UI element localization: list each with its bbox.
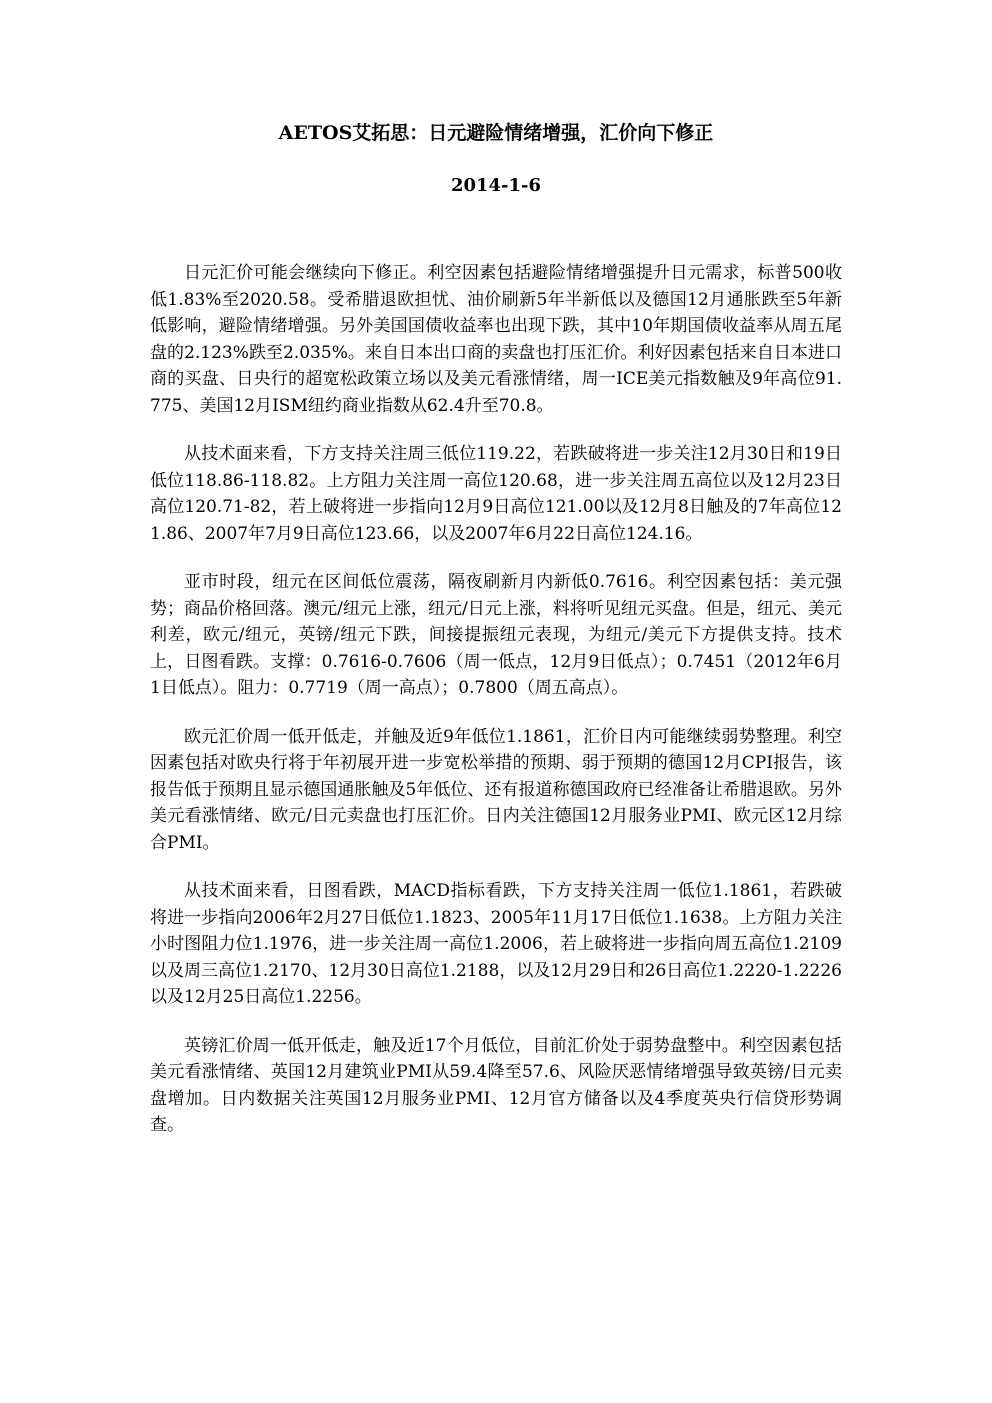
paragraph-jpy-technical: 从技术面来看，下方支持关注周三低位119.22，若跌破将进一步关注12月30日和19日低位118.86-118.82。上方阻力关注周一高位120.68，进一步关注周五高位以及12月23日高位120.71-82，若上破将进一步指向12月9日高位121.00以及12月8日触及的7年高位121.86、2007年7月9日高位123.66，以及2007年6月22日高位124.16。: [150, 444, 842, 544]
document-body: [150, 260, 842, 1161]
document-date: 2014-1-6: [450, 175, 542, 196]
paragraph-jpy-outlook: 日元汇价可能会继续向下修正。利空因素包括避险情绪增强提升日元需求，标普500收低1.83%至2020.58。受希腊退欧担忧、油价刷新5年半新低以及德国12月通胀跌至5年新低影响，避险情绪增强。另外美国国债收益率也出现下跌，其中10年期国债收益率从周五尾盘的2.123%跌至2.035%。来自日本出口商的卖盘也打压汇价。利好因素包括来自日本进口商的买盘、日央行的超宽松政策立场以及美元看涨情绪，周一ICE美元指数触及9年高位91.775、美国12月ISM纽约商业指数从62.4升至70.8。: [150, 263, 842, 416]
paragraph-gbp-outlook: 英镑汇价周一低开低走，触及近17个月低位，目前汇价处于弱势盘整中。利空因素包括美元看涨情绪、英国12月建筑业PMI从59.4降至57.6、风险厌恶情绪增强导致英镑/日元卖盘增加。日内数据关注英国12月服务业PMI、12月官方储备以及4季度英央行信贷形势调查。: [150, 1035, 842, 1135]
document-title: AETOS艾拓思：日元避险情绪增强，汇价向下修正: [278, 122, 714, 144]
paragraph-eur-outlook: 欧元汇价周一低开低走，并触及近9年低位1.1861，汇价日内可能继续弱势整理。利空因素包括对欧央行将于年初展开进一步宽松举措的预期、弱于预期的德国12月CPI报告，该报告低于预期且显示德国通胀触及5年低位、还有报道称德国政府已经准备让希腊退欧。另外美元看涨情绪、欧元/日元卖盘也打压汇价。日内关注德国12月服务业PMI、欧元区12月综合PMI。: [150, 726, 842, 853]
paragraph-eur-technical: 从技术面来看，日图看跌，MACD指标看跌，下方支持关注周一低位1.1861，若跌破将进一步指向2006年2月27日低位1.1823、2005年11月17日低位1.1638。上方阻力关注小时图阻力位1.1976，进一步关注周一高位1.2006，若上破将进一步指向周五高位1.2109以及周三高位1.2170、12月30日高位1.2188，以及12月29日和26日高位1.2220-1.2226以及12月25日高位1.2256。: [150, 881, 842, 1007]
paragraph-nzd-outlook: 亚市时段，纽元在区间低位震荡，隔夜刷新月内新低0.7616。利空因素包括：美元强势；商品价格回落。澳元/纽元上涨，纽元/日元上涨，料将听见纽元买盘。但是，纽元、美元利差，欧元/纽元，英镑/纽元下跌，间接提振纽元表现，为纽元/美元下方提供支持。技术上，日图看跌。支撑：0.7616-0.7606（周一低点，12月9日低点）；0.7451（2012年6月1日低点）。阻力：0.7719（周一高点）；0.7800（周五高点）。: [150, 572, 842, 698]
